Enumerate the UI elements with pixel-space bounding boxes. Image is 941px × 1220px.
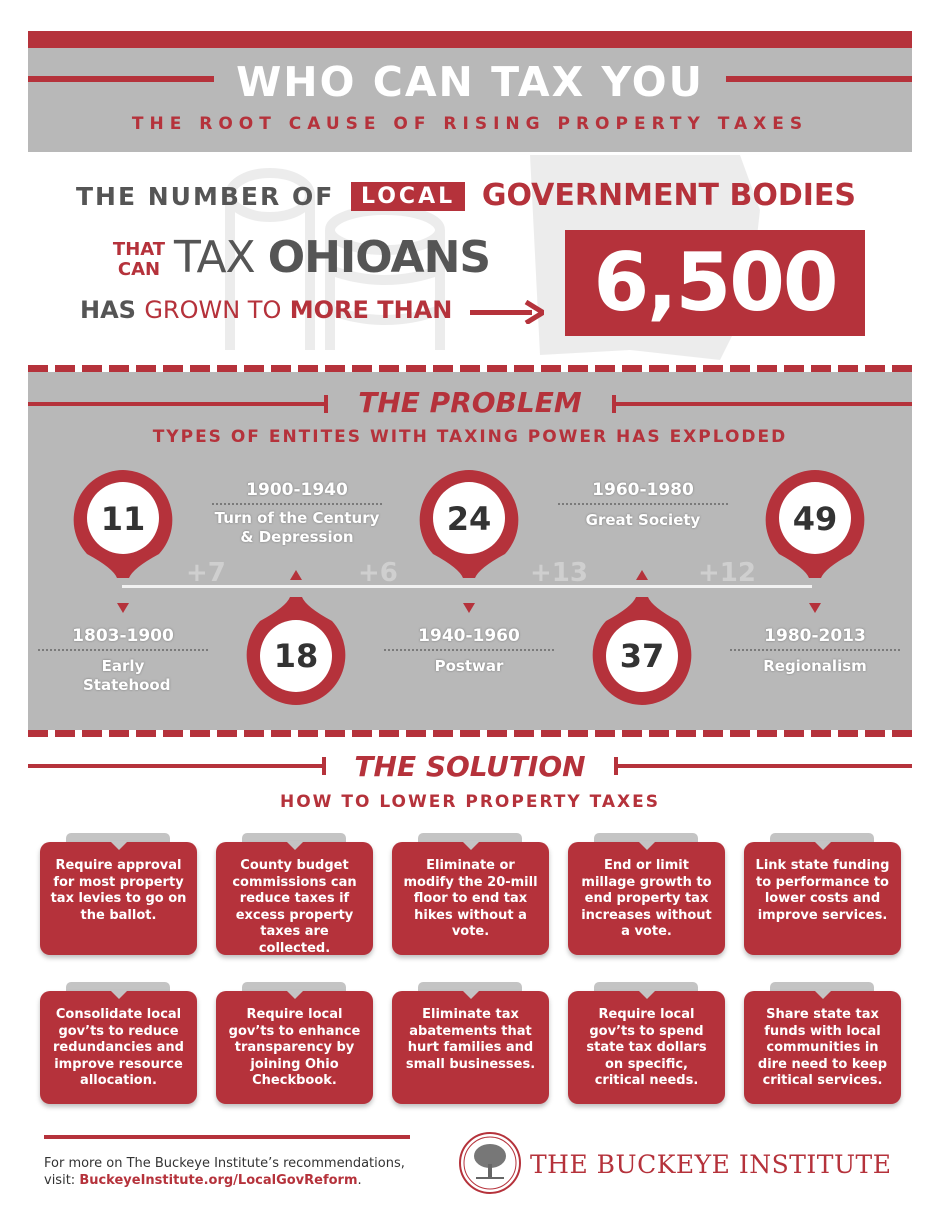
footer-rule: [44, 1135, 410, 1139]
solution-card: [744, 991, 901, 1104]
era-years: 1940-1960: [384, 626, 554, 651]
dashed-divider-top: [28, 365, 912, 372]
timeline-pin-down: [765, 470, 865, 595]
solution-card: [216, 991, 373, 1104]
card-text: Require local gov’ts to enhance transparency by joining Ohio Checkbook.: [228, 1007, 361, 1088]
pin-tip-icon: [463, 598, 475, 608]
era-years: 1960-1980: [558, 480, 728, 505]
header-banner: [28, 48, 912, 152]
problem-subtitle: TYPES OF ENTITES WITH TAXING POWER HAS EXPLODED: [152, 427, 788, 447]
local-gov-reform-link[interactable]: BuckeyeInstitute.org/LocalGovReform: [79, 1173, 358, 1188]
government-bodies-count: 6,500: [565, 230, 865, 336]
hero-suffix: GOVERNMENT BODIES: [481, 178, 856, 213]
card-notch: [110, 990, 128, 999]
timeline-pin-up: [246, 580, 346, 705]
pin-tip-icon: [117, 598, 129, 608]
timeline-delta: +7: [186, 558, 226, 588]
that-can-label: [110, 240, 168, 280]
right-arrow-icon: [470, 300, 544, 324]
has-word: HAS: [80, 296, 136, 324]
card-notch: [814, 990, 832, 999]
era-count: 18: [273, 637, 319, 675]
problem-title: THE PROBLEM: [358, 386, 582, 419]
era-name: Regionalism: [763, 657, 867, 675]
hero-prefix: THE NUMBER OF: [76, 182, 335, 211]
solution-header: [28, 750, 912, 810]
era-count: 11: [100, 500, 146, 538]
era-years: 1900-1940: [212, 480, 382, 505]
organization-name: THE BUCKEYE INSTITUTE: [530, 1150, 892, 1179]
page-title: WHO CAN TAX YOU: [236, 58, 704, 106]
pin-tip-icon: [636, 565, 648, 575]
card-notch: [286, 990, 304, 999]
pin-tip-icon: [290, 565, 302, 575]
solution-card: [392, 842, 549, 955]
hero-headline-line3: [80, 296, 452, 324]
buckeye-tree-logo-icon: [458, 1131, 522, 1195]
timeline-pin-up: [592, 580, 692, 705]
local-highlight-badge: LOCAL: [351, 182, 465, 211]
that-word: THAT: [112, 239, 166, 260]
solution-card: [744, 842, 901, 955]
footer-note: [44, 1155, 424, 1189]
era-count: 37: [619, 637, 665, 675]
card-text: Consolidate local gov’ts to reduce redundancies and improve resource allocation.: [53, 1007, 184, 1088]
page-subtitle: THE ROOT CAUSE OF RISING PROPERTY TAXES: [131, 114, 809, 134]
pin-tip-icon: [809, 598, 821, 608]
top-accent-bar: [28, 31, 912, 48]
era-name: Postwar: [434, 657, 504, 675]
solution-title: THE SOLUTION: [354, 750, 586, 783]
solution-subtitle: HOW TO LOWER PROPERTY TAXES: [280, 792, 660, 812]
footer-text: For more on The Buckeye Institute’s recommendations, visit:: [44, 1156, 405, 1188]
solution-card: [392, 991, 549, 1104]
solution-card: [216, 842, 373, 955]
card-notch: [814, 841, 832, 850]
solution-card: [568, 991, 725, 1104]
card-notch: [462, 990, 480, 999]
solution-card: [40, 842, 197, 955]
tax-word: TAX: [174, 232, 255, 283]
card-text: Require approval for most property tax levies to go on the ballot.: [50, 858, 187, 923]
card-text: End or limit millage growth to end property tax increases without a vote.: [581, 858, 712, 939]
timeline-delta: +13: [530, 558, 588, 588]
card-notch: [462, 841, 480, 850]
card-text: Require local gov’ts to spend state tax dollars on specific, critical needs.: [586, 1007, 707, 1088]
card-text: Link state funding to performance to lower costs and improve services.: [755, 858, 890, 923]
era-name: Early Statehood: [83, 657, 171, 694]
ohioans-word: OHIOANS: [267, 232, 491, 283]
card-notch: [638, 841, 656, 850]
dashed-divider-bottom: [28, 730, 912, 737]
can-word: CAN: [117, 259, 161, 280]
solution-card: [40, 991, 197, 1104]
card-text: County budget commissions can reduce taxes if excess property taxes are collected.: [232, 858, 357, 956]
card-notch: [110, 841, 128, 850]
card-text: Eliminate or modify the 20-mill floor to end tax hikes without a vote.: [403, 858, 538, 939]
card-notch: [638, 990, 656, 999]
era-years: 1980-2013: [730, 626, 900, 651]
tax-ohioans-text: [174, 232, 490, 283]
card-text: Share state tax funds with local communities in dire need to keep critical services.: [757, 1007, 888, 1088]
more-than-words: MORE THAN: [289, 296, 453, 324]
timeline-pin-down: [419, 470, 519, 595]
footer-period: .: [357, 1173, 362, 1188]
solution-card: [568, 842, 725, 955]
grown-to-words: GROWN TO: [144, 296, 282, 324]
era-name: Great Society: [585, 511, 701, 529]
card-notch: [286, 841, 304, 850]
card-text: Eliminate tax abatements that hurt families and small businesses.: [405, 1007, 536, 1072]
timeline-delta: +6: [358, 558, 398, 588]
era-name: Turn of the Century & Depression: [214, 509, 380, 546]
era-count: 24: [446, 500, 492, 538]
timeline-pin-down: [73, 470, 173, 595]
timeline-delta: +12: [698, 558, 756, 588]
era-years: 1803-1900: [38, 626, 208, 651]
hero-headline-line1: [76, 178, 856, 213]
era-count: 49: [792, 500, 838, 538]
